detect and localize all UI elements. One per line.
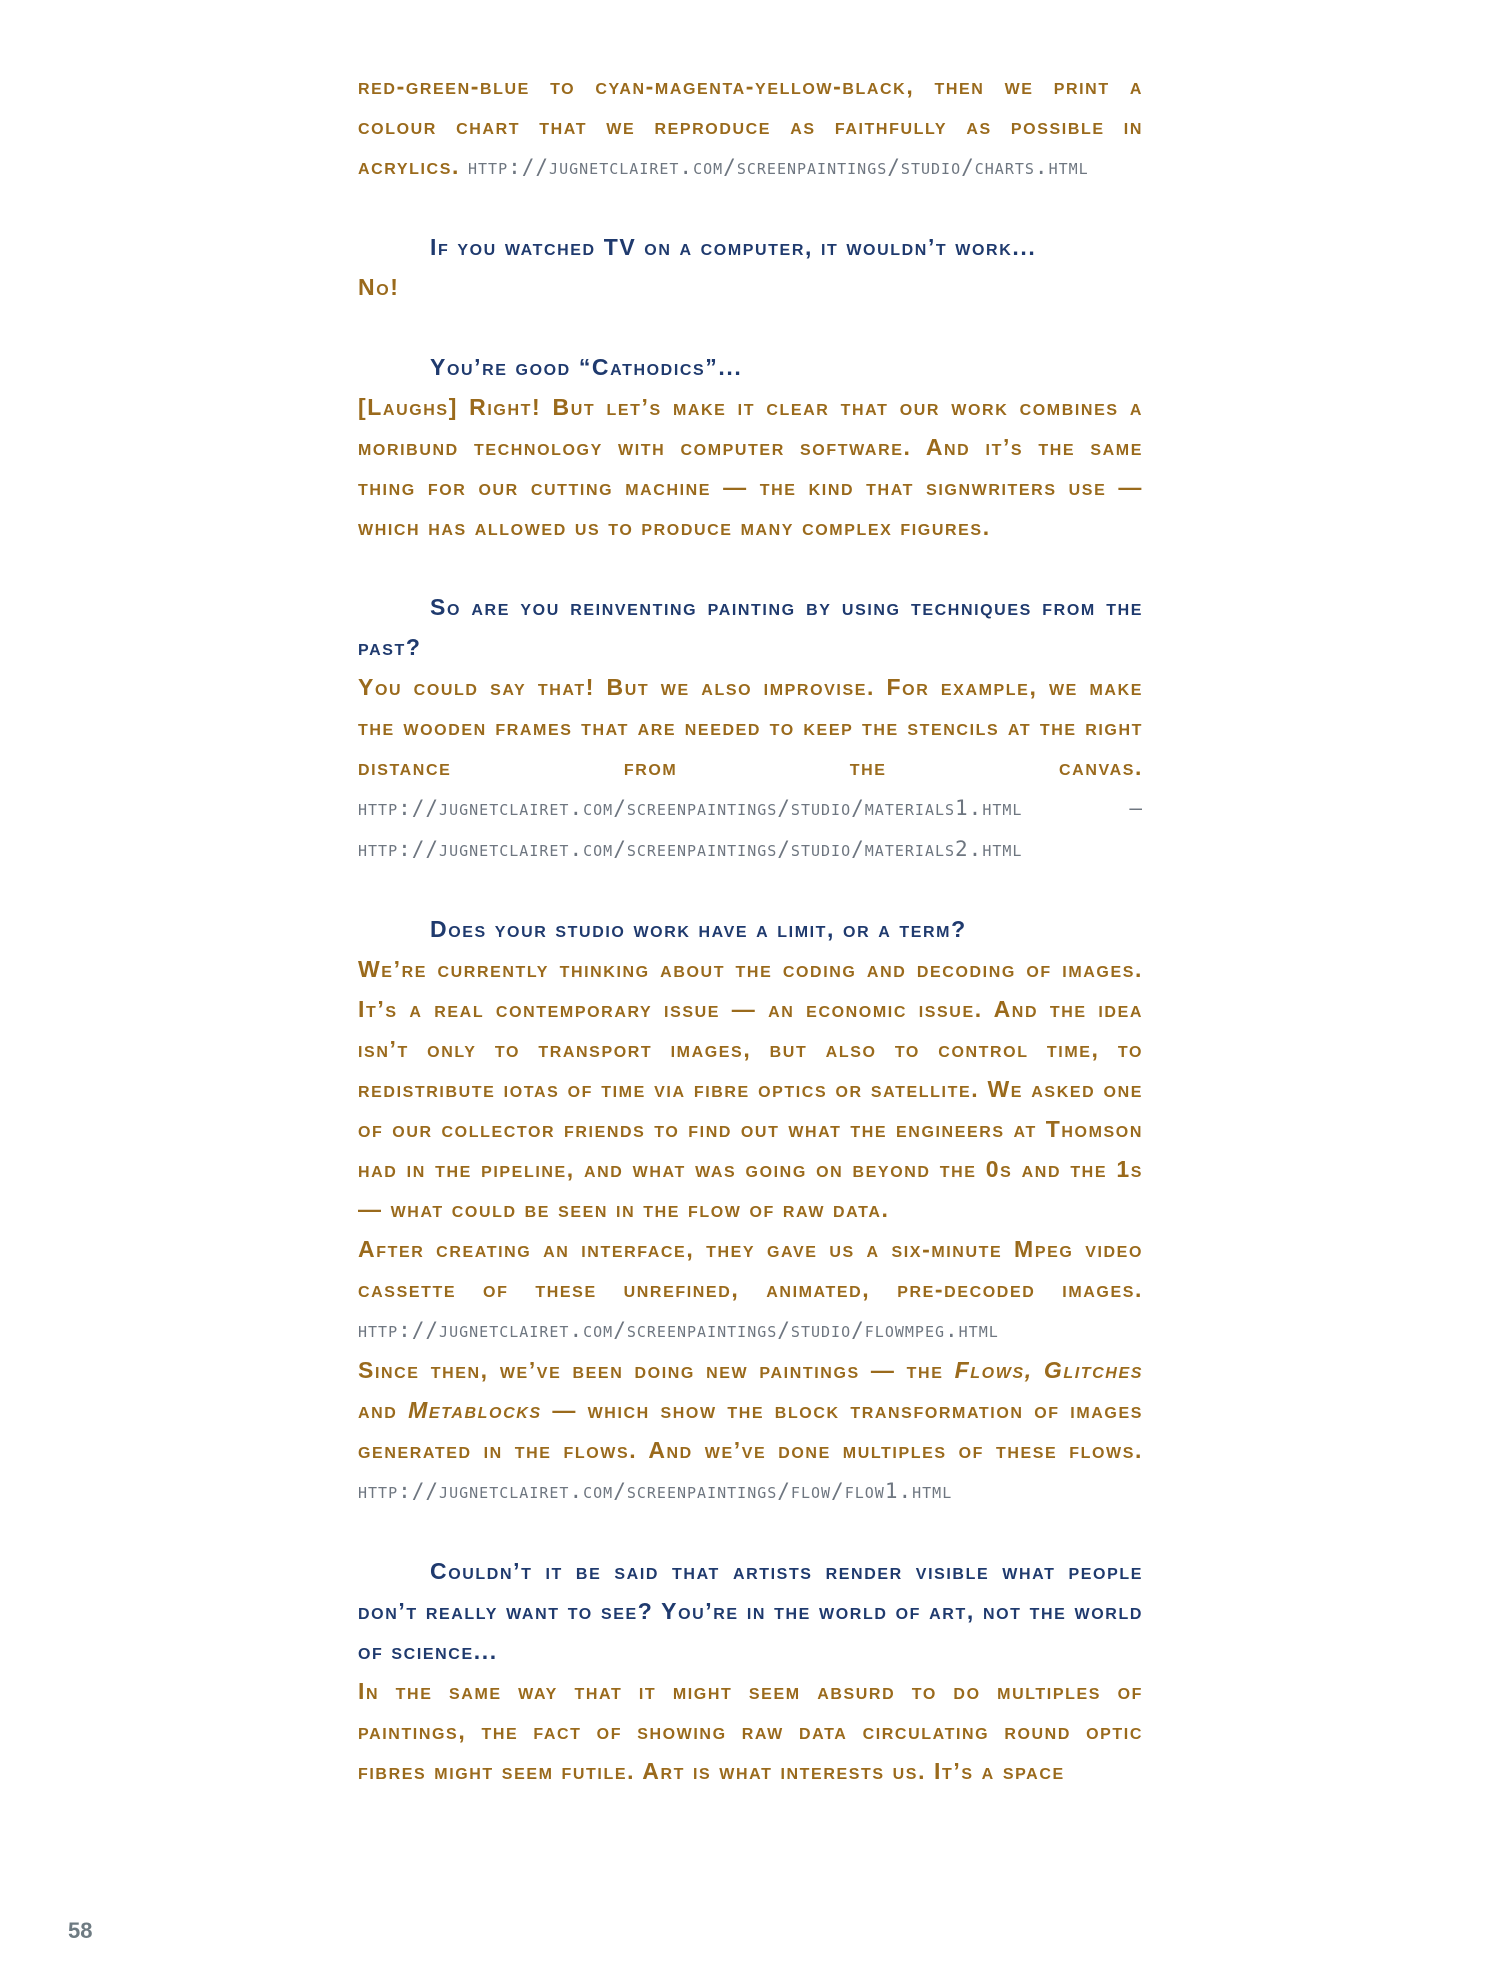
question-paragraph: Does your studio work have a limit, or a term?: [430, 916, 967, 942]
artwork-title: Metablocks: [408, 1397, 542, 1423]
answer-paragraph: [358, 1229, 1143, 1350]
answer-paragraph: In the same way that it might seem absurd to do multiples of paintings, the fact of showing raw data circulating round optic fibres might seem futile. Art is what interests us. It’s a space: [358, 1678, 1143, 1784]
question-paragraph: Couldn’t it be said that artists render visible what people don’t really want to see? You’re in the world of art, not the world of science...: [358, 1558, 1143, 1664]
link-url[interactable]: http://jugnetclairet.com/screenpaintings/studio/materials2.html: [358, 837, 1023, 861]
link-url[interactable]: http://jugnetclairet.com/screenpaintings/studio/charts.html: [467, 155, 1089, 179]
answer-text: and: [358, 1397, 409, 1423]
question-paragraph: If you watched TV on a computer, it wouldn’t work...: [430, 234, 1037, 260]
answer-paragraph: [358, 667, 1143, 869]
question-paragraph: You’re good “Cathodics”...: [430, 354, 743, 380]
artwork-title: Flows, Glitches: [954, 1357, 1143, 1383]
answer-text: Since then, we’ve been doing new paintings — the: [358, 1357, 955, 1383]
answer-text: — which show the block transformation of images generated in the flows. And we’ve done multiples of these flows.: [358, 1397, 1143, 1463]
answer-text: After creating an interface, they gave us a six-minute Mpeg video cassette of these unrefined, animated, pre-decoded images.: [358, 1236, 1143, 1302]
answer-paragraph: No!: [358, 274, 400, 300]
link-separator: –: [1022, 796, 1143, 820]
answer-paragraph: We’re currently thinking about the coding and decoding of images. It’s a real contemporary issue — an economic issue. And the idea isn’t only to transport images, but also to control time, to redistribute iotas of time via fibre optics or satellite. We asked one of our collector friends to find out what the engineers at Thomson had in the pipeline, and what was going on beyond the 0s and the 1s — what could be seen in the flow of raw data.: [358, 956, 1143, 1222]
answer-paragraph: [Laughs] Right! But let’s make it clear that our work combines a moribund technology with computer software. And it’s the same thing for our cutting machine — the kind that signwriters use — which has allowed us to produce many complex figures.: [358, 394, 1143, 540]
answer-text: red-green-blue to cyan-magenta-yellow-black, then we print a colour chart that we reproduce as faithfully as possible in acrylics.: [358, 73, 1143, 179]
link-url[interactable]: http://jugnetclairet.com/screenpaintings/flow/flow1.html: [358, 1479, 953, 1503]
page-number: 58: [68, 1918, 93, 1943]
interview-column: [358, 66, 1143, 1791]
answer-paragraph: [358, 66, 1143, 187]
answer-paragraph: [358, 1350, 1143, 1511]
link-url[interactable]: http://jugnetclairet.com/screenpaintings/studio/flowmpeg.html: [358, 1318, 999, 1342]
link-url[interactable]: http://jugnetclairet.com/screenpaintings/studio/materials1.html: [358, 796, 1023, 820]
question-paragraph: So are you reinventing painting by using techniques from the past?: [358, 594, 1143, 660]
answer-text: You could say that! But we also improvise. For example, we make the wooden frames that are needed to keep the stencils at the right distance from the canvas.: [358, 674, 1143, 780]
